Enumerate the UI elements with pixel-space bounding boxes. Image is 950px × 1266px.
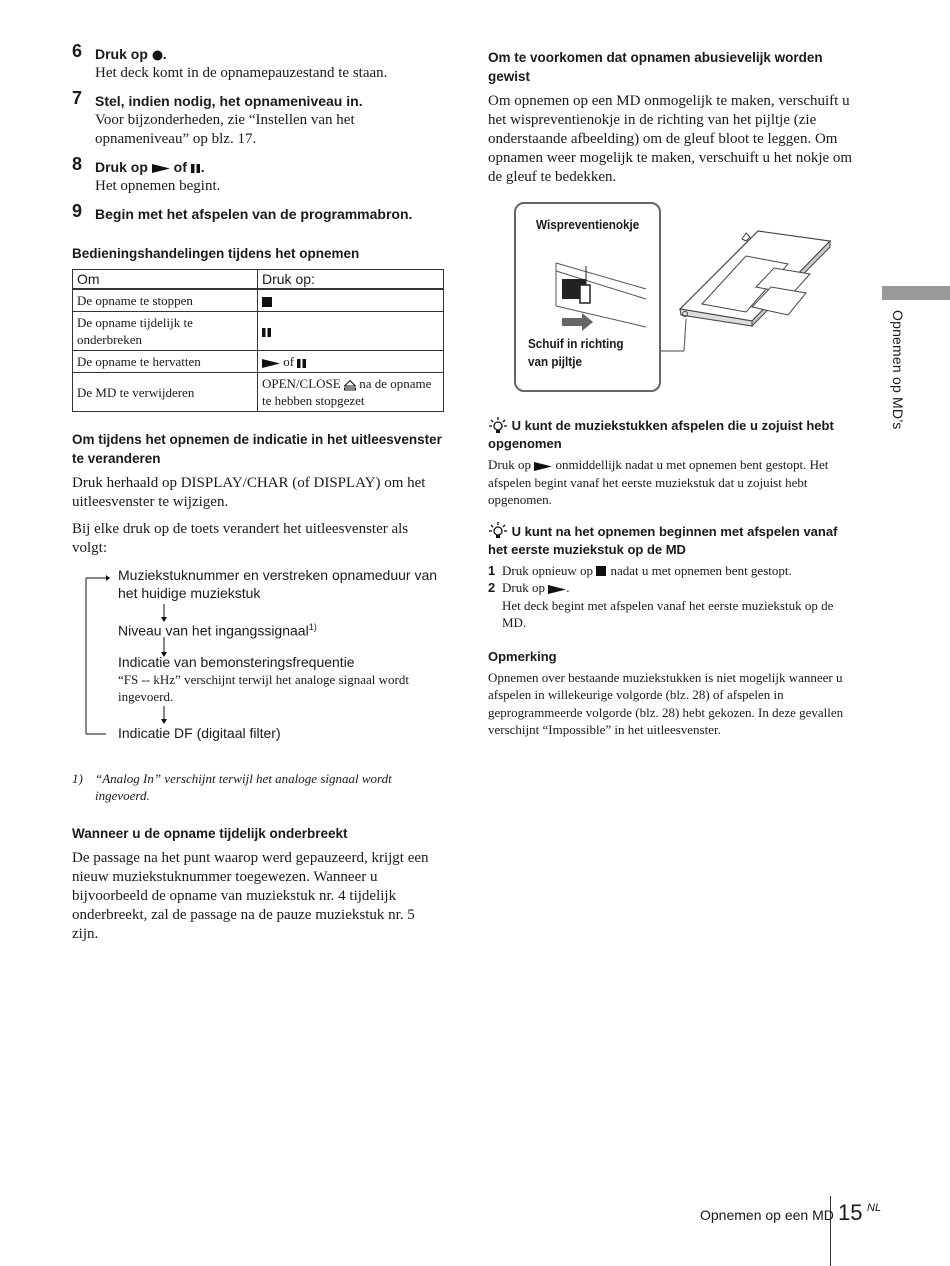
table-cell: OPEN/CLOSE na de opname te hebben stopgezet (258, 373, 444, 412)
display-text: Druk herhaald op DISPLAY/CHAR (of DISPLAY) om het uitleesvenster te wijzigen. (72, 475, 426, 510)
step-7 (72, 88, 444, 149)
md-figure (488, 201, 860, 397)
tip-text: Druk op onmiddellijk nadat u met opnemen bent gestopt. Het afspelen begint vanaf het eerste muziekstuk dat u zojuist hebt opgenomen. (488, 457, 829, 507)
step-9 (72, 201, 444, 224)
tip-list-item: 2 Druk op . Het deck begint met afspelen vanaf het eerste muziekstuk op de MD. (488, 580, 834, 630)
step-title: Druk op of . (95, 159, 205, 175)
flow-note: “FS -- kHz” verschijnt terwijl het analoge signaal wordt ingevoerd. (118, 672, 409, 704)
ops-heading: Bedieningshandelingen tijdens het opnemen (72, 246, 360, 261)
footnote (72, 770, 444, 804)
table-header-row (73, 270, 444, 290)
tip-2 (488, 523, 860, 632)
record-icon (152, 50, 163, 61)
pause-icon (191, 163, 201, 174)
operations-table (72, 269, 444, 412)
pause-heading: Wanneer u de opname tijdelijk onderbreekt (72, 826, 348, 841)
step-number: 8 (72, 154, 83, 174)
tip-title: U kunt na het opnemen beginnen met afspelen vanaf het eerste muziekstuk op de MD (488, 523, 838, 557)
figure-label-tab: Wispreventienokje (536, 217, 640, 232)
note-heading: Opmerking (488, 648, 557, 664)
pause-text: De passage na het punt waarop werd gepauzeerd, krijgt een nieuw muziekstuknummer toegewezen. Wanneer u bijvoorbeeld de opname van muziekstuk nr. 4 tijdelijk onderbreekt, zal de passage na de pauze muziekstuk nr. 5 zijn. (72, 850, 429, 942)
note (488, 648, 860, 739)
table-cell (258, 289, 444, 312)
step-title: Stel, indien nodig, het opnameniveau in. (95, 93, 363, 109)
table-row (73, 351, 444, 373)
play-icon (152, 163, 170, 174)
step-number: 9 (72, 201, 83, 221)
step-text: Het opnemen begint. (95, 178, 221, 194)
lightbulb-icon (488, 417, 508, 433)
figure-label-slide: Schuif in richting van pijltje (528, 336, 624, 369)
lightbulb-icon (488, 522, 508, 538)
table-row (73, 312, 444, 351)
stop-icon (596, 566, 607, 577)
tip-title: U kunt de muziekstukken afspelen die u zojuist hebt opgenomen (488, 418, 834, 451)
side-tab-label: Opnemen op MD’s (890, 310, 906, 430)
footnote-mark: 1) (72, 771, 83, 786)
pause-icon (262, 327, 272, 338)
table-cell: De opname te hervatten (73, 351, 258, 373)
step-text: Voor bijzonderheden, zie “Instellen van het opnameniveau” op blz. 17. (95, 112, 355, 147)
table-cell: of (258, 351, 444, 373)
stop-icon (262, 297, 273, 308)
note-text: Opnemen over bestaande muziekstukken is niet mogelijk wanneer u afspelen in willekeurige volgorde (blz. 28) of afspelen in geprogrammeerde volgorde (blz. 28) hebt gekozen. In deze gevallen verschijnt “Impossible” in het uitleesvenster. (488, 669, 844, 737)
table-header: Om (73, 270, 258, 290)
step-number: 7 (72, 88, 83, 108)
table-cell (258, 312, 444, 351)
footnote-text: “Analog In” verschijnt terwijl het analoge signaal wordt ingevoerd. (95, 771, 392, 803)
tip-1 (488, 417, 860, 509)
footer-section-title: Opnemen op een MD (700, 1207, 834, 1223)
play-icon (534, 461, 552, 472)
side-tab-bar (882, 286, 950, 300)
language-code: NL (867, 1202, 882, 1214)
step-title: Druk op . (95, 46, 167, 62)
display-heading: Om tijdens het opnemen de indicatie in het uitleesvenster te veranderen (72, 432, 442, 466)
erase-text: Om opnemen op een MD onmogelijk te maken, verschuift u het wispreventienokje in de richting van het pijltje (zie onderstaande afbeelding) om de gleuf bloot te leggen. Om opnamen weer mogelijk te maken, verschuift u het nokje om de gleuf te bedekken. (488, 93, 853, 185)
step-8 (72, 154, 444, 196)
table-row (73, 373, 444, 412)
erase-heading: Om te voorkomen dat opnamen abusievelijk worden gewist (488, 50, 823, 84)
step-title: Begin met het afspelen van de programmabron. (95, 206, 413, 222)
table-cell: De opname tijdelijk te onderbreken (73, 312, 258, 351)
display-cycle-diagram (72, 566, 444, 752)
table-cell: De MD te verwijderen (73, 373, 258, 412)
flow-item: Indicatie van bemonsteringsfrequentie “FS -- kHz” verschijnt terwijl het analoge signaal wordt ingevoerd. (118, 653, 448, 705)
flow-item: Indicatie DF (digitaal filter) (118, 725, 281, 741)
table-cell: De opname te stoppen (73, 289, 258, 312)
flow-item: Niveau van het ingangssignaal$^{1)}$ (118, 622, 317, 639)
pause-icon (297, 358, 307, 369)
right-column (488, 44, 860, 749)
display-text: Bij elke druk op de toets verandert het uitleesvenster als volgt: (72, 521, 409, 556)
page-number: 15 (838, 1200, 863, 1225)
play-icon (548, 584, 566, 595)
table-row (73, 289, 444, 312)
left-column (72, 41, 444, 952)
step-number: 6 (72, 41, 83, 61)
play-icon (262, 358, 280, 369)
step-6 (72, 41, 444, 83)
step-text: Het deck komt in de opnamepauzestand te staan. (95, 65, 388, 81)
flow-item: Muziekstuknummer en verstreken opnameduur van het huidige muziekstuk (118, 567, 438, 601)
tip-list-item: 1 Druk opnieuw op nadat u met opnemen bent gestopt. (488, 562, 792, 578)
table-header: Druk op: (258, 270, 444, 290)
eject-icon (344, 380, 356, 391)
